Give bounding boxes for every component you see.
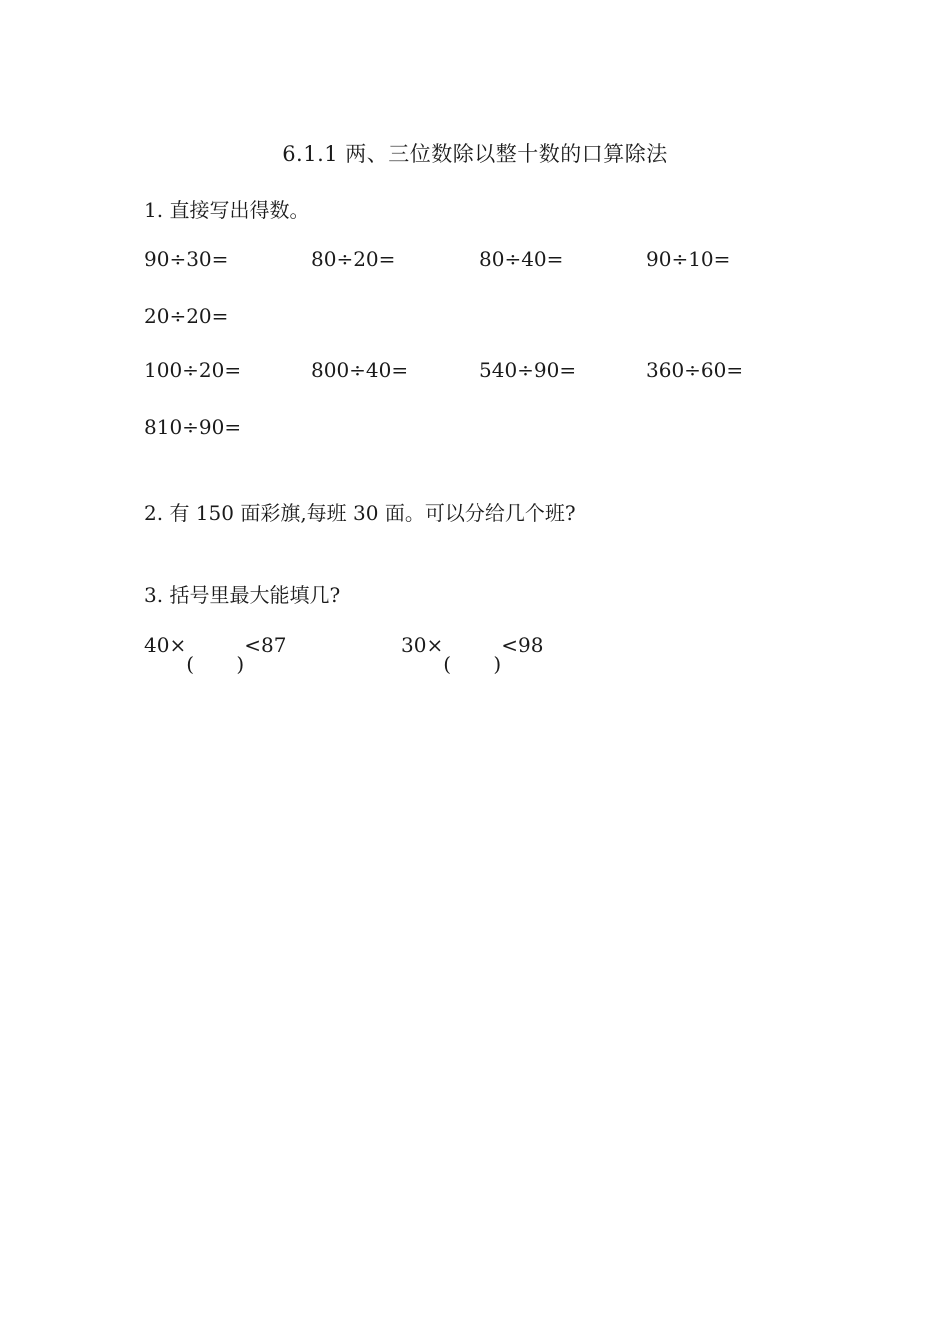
q1-problem: 800÷40= <box>311 358 409 382</box>
q1-problem: 20÷20= <box>144 304 229 328</box>
q3-heading: 3. 括号里最大能填几? <box>144 583 341 607</box>
q1-problem: 90÷30= <box>144 247 229 271</box>
q1-problem: 80÷20= <box>311 247 396 271</box>
q3-inequality: 30× ( ) <98 <box>401 633 544 676</box>
q1-problem: 360÷60= <box>646 358 744 382</box>
q3-prefix: 40× <box>144 633 187 657</box>
q1-problem: 810÷90= <box>144 415 242 439</box>
q1-problem: 100÷20= <box>144 358 242 382</box>
q3-suffix: <87 <box>244 633 287 657</box>
q1-problem: 90÷10= <box>646 247 731 271</box>
q2-text: 2. 有 150 面彩旗,每班 30 面。可以分给几个班? <box>144 501 576 525</box>
q1-heading: 1. 直接写出得数。 <box>144 198 310 222</box>
page-title: 6.1.1 两、三位数除以整十数的口算除法 <box>282 142 668 166</box>
q1-problem: 80÷40= <box>479 247 564 271</box>
q3-inequality: 40× ( ) <87 <box>144 633 287 676</box>
q3-prefix: 30× <box>401 633 444 657</box>
q3-suffix: <98 <box>501 633 544 657</box>
q1-problem: 540÷90= <box>479 358 577 382</box>
